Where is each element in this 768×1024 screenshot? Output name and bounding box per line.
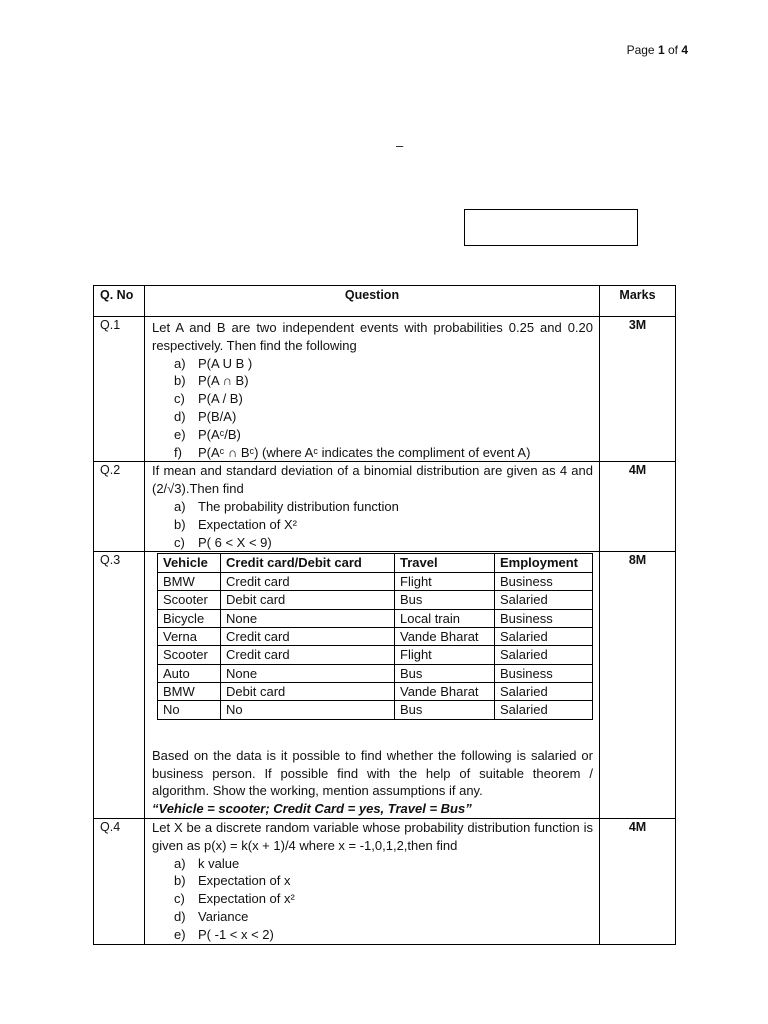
question-number: Q.1 — [94, 317, 145, 462]
data-cell: Debit card — [221, 591, 395, 609]
data-cell: No — [158, 701, 221, 719]
data-cell: Credit card — [221, 627, 395, 645]
page-total: 4 — [681, 43, 688, 57]
data-cell: Scooter — [158, 591, 221, 609]
data-cell: Bicycle — [158, 609, 221, 627]
option-item: a) k value — [174, 855, 240, 871]
data-cell: Salaried — [495, 646, 593, 664]
data-cell: Debit card — [221, 683, 395, 701]
data-cell: Business — [495, 572, 593, 590]
option-item: c) P(A / B) — [174, 391, 243, 407]
data-cell: None — [221, 664, 395, 682]
question-text: If mean and standard deviation of a binomial distribution are given as 4 and (2/√3).Then find — [152, 463, 593, 497]
data-header-cell: Vehicle — [158, 554, 221, 572]
question-marks: 4M — [600, 462, 676, 552]
question-number: Q.4 — [94, 819, 145, 945]
data-cell: Flight — [395, 646, 495, 664]
data-cell: BMW — [158, 683, 221, 701]
data-table-header — [158, 554, 593, 572]
data-row — [158, 609, 593, 627]
question-marks: 3M — [600, 317, 676, 462]
data-cell: Verna — [158, 627, 221, 645]
question-body — [145, 552, 600, 819]
data-cell: Auto — [158, 664, 221, 682]
data-cell: Flight — [395, 572, 495, 590]
data-cell: Salaried — [495, 683, 593, 701]
data-cell: Salaried — [495, 627, 593, 645]
data-cell: Vande Bharat — [395, 683, 495, 701]
data-row — [158, 627, 593, 645]
data-row — [158, 664, 593, 682]
option-list — [152, 855, 593, 944]
question-row-3 — [94, 552, 676, 819]
option-list — [152, 498, 593, 551]
question-body — [145, 462, 600, 552]
data-cell: Bus — [395, 591, 495, 609]
option-item: c) P( 6 < X < 9) — [174, 534, 272, 550]
question-number: Q.2 — [94, 462, 145, 552]
page-of-label: of — [664, 43, 682, 57]
data-cell: Business — [495, 664, 593, 682]
data-row — [158, 646, 593, 664]
page-label: Page — [626, 43, 658, 57]
question-row-2 — [94, 462, 676, 552]
col-marks-header: Marks — [600, 286, 676, 317]
question-text: Let X be a discrete random variable whose probability distribution function is given as p(x) = k(x + 1)/4 where x = -1,0,1,2,then find — [152, 820, 593, 853]
option-list — [152, 355, 593, 462]
question-marks: 4M — [600, 819, 676, 945]
question-text: Let A and B are two independent events with probabilities 0.25 and 0.20 respectively. Then find the following — [152, 320, 593, 353]
data-cell: Salaried — [495, 591, 593, 609]
data-cell: Bus — [395, 664, 495, 682]
question-number: Q.3 — [94, 552, 145, 819]
option-item: b) P(A ∩ B) — [174, 373, 249, 389]
data-header-cell: Credit card/Debit card — [221, 554, 395, 572]
question-emphasis: “Vehicle = scooter; Credit Card = yes, Travel = Bus” — [152, 801, 472, 817]
option-item: a) P(A U B ) — [174, 355, 253, 371]
data-cell: None — [221, 609, 395, 627]
option-item: d) Variance — [174, 909, 249, 925]
data-header-cell: Employment — [495, 554, 593, 572]
question-row-1 — [94, 317, 676, 462]
page-current: 1 — [657, 43, 665, 57]
option-item: a) The probability distribution function — [174, 498, 399, 514]
data-cell: Bus — [395, 701, 495, 719]
data-row — [158, 572, 593, 590]
question-marks: 8M — [600, 552, 676, 819]
data-row — [158, 591, 593, 609]
header-row — [94, 286, 676, 317]
option-item: e) P(Aᶜ/B) — [174, 426, 241, 442]
spacer — [152, 720, 593, 747]
data-cell: Salaried — [495, 701, 593, 719]
question-body — [145, 317, 600, 462]
option-item: b) Expectation of X² — [174, 516, 297, 532]
data-cell: Local train — [395, 609, 495, 627]
option-item: c) Expectation of x² — [174, 891, 295, 907]
data-cell: No — [221, 701, 395, 719]
empty-box — [464, 209, 638, 246]
option-item: e) P( -1 < x < 2) — [174, 926, 274, 942]
data-row — [158, 701, 593, 719]
data-cell: Business — [495, 609, 593, 627]
question-row-4 — [94, 819, 676, 945]
option-item: f) P(Aᶜ ∩ Bᶜ) (where Aᶜ indicates the compliment of event A) — [174, 444, 531, 460]
question-body — [145, 819, 600, 945]
option-item: d) P(B/A) — [174, 408, 237, 424]
data-cell: Scooter — [158, 646, 221, 664]
data-cell: BMW — [158, 572, 221, 590]
page-number — [627, 43, 688, 57]
data-cell: Credit card — [221, 572, 395, 590]
data-row — [158, 683, 593, 701]
question-text: Based on the data is it possible to find whether the following is salaried or business person. If possible find with the help of suitable theorem / algorithm. Show the working, mention assumptions if any. — [152, 747, 593, 799]
data-header-cell: Travel — [395, 554, 495, 572]
col-question-header: Question — [145, 286, 600, 317]
header-dash: – — [396, 138, 404, 153]
col-qno-header: Q. No — [94, 286, 145, 317]
question-table — [93, 285, 676, 945]
data-cell: Vande Bharat — [395, 627, 495, 645]
data-cell: Credit card — [221, 646, 395, 664]
option-item: b) Expectation of x — [174, 873, 291, 889]
data-table — [157, 553, 593, 720]
